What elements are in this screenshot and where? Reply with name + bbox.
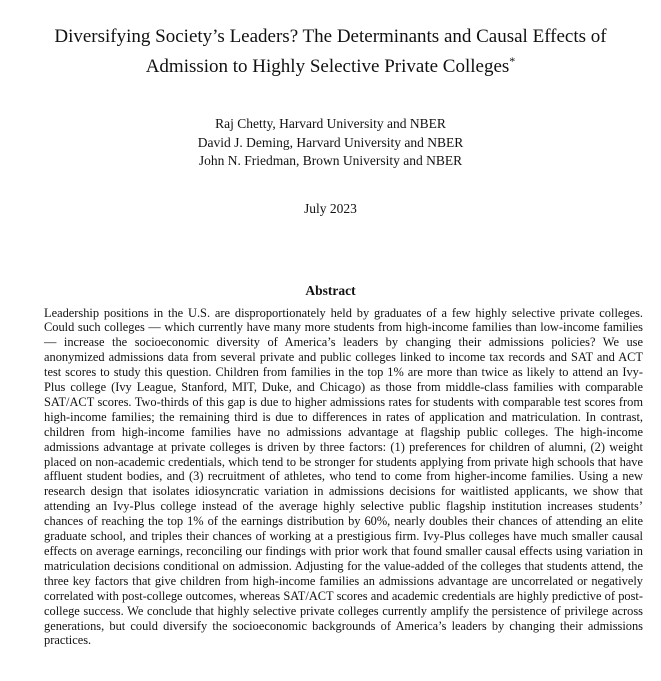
abstract-heading: Abstract: [305, 282, 356, 298]
author-line-friedman: John N. Friedman, Brown University and NBER: [198, 153, 463, 168]
author-block: [0, 115, 661, 171]
author-line-deming: David J. Deming, Harvard University and NBER: [197, 134, 464, 150]
paper-title-line2: [0, 52, 661, 82]
paper-title-line2-text: Admission to Highly Selective Private Colleges: [145, 56, 510, 77]
abstract-text: Leadership positions in the U.S. are disproportionately held by graduates of a few highly selective private colleges. Could such colleges — which currently have many more students from high-income families than low-income families — increase the socioeconomic diversity of America’s leaders by changing their admissions policies? We use anonymized admissions data from several private and public colleges linked to income tax records and SAT and ACT test scores to study this question. Children from families in the top 1% are more than twice as likely to attend an Ivy-Plus college (Ivy League, Stanford, MIT, Duke, and Chicago) as those from middle-class families with comparable SAT/ACT scores. Two-thirds of this gap is due to higher admissions rates for students with comparable test scores from high-income families; the remaining third is due to differences in rates of application and matriculation. In contrast, children from high-income families have no admissions advantage at flagship public colleges. The high-income admissions advantage at private colleges is driven by three factors: (1) preferences for children of alumni, (2) weight placed on non-academic credentials, which tend to be stronger for students applying from private high schools that have affluent student bodies, and (3) recruitment of athletes, who tend to come from higher-income families. Using a new research design that isolates idiosyncratic variation in admissions decisions for waitlisted applicants, we show that attending an Ivy-Plus college instead of the average highly selective public flagship institution increases students’ chances of reaching the top 1% of the earnings distribution by 60%, nearly doubles their chances of attending an elite graduate school, and triples their chances of working at a prestigious firm. Ivy-Plus colleges have much smaller causal effects on average earnings, reconciling our findings with prior work that found smaller causal effects using variation in matriculation decisions conditional on admission. Adjusting for the value-added of the colleges that students attend, the three key factors that give children from high-income families an admissions advantage are uncorrelated or negatively correlated with post-college outcomes, whereas SAT/ACT scores and academic credentials are highly predictive of post-college success. We conclude that highly selective private colleges currently amplify the persistence of privilege across generations, but could diversify the socioeconomic backgrounds of America’s leaders by changing their admissions practices.: [44, 305, 643, 648]
paper-title: [0, 0, 661, 82]
abstract-section: [0, 283, 661, 649]
title-footnote-asterisk: *: [509, 54, 516, 68]
paper-title-line1: Diversifying Society’s Leaders? The Determinants and Causal Effects of: [54, 26, 607, 47]
author-line-chetty: Raj Chetty, Harvard University and NBER: [215, 116, 446, 131]
paper-date: July 2023: [304, 200, 357, 216]
